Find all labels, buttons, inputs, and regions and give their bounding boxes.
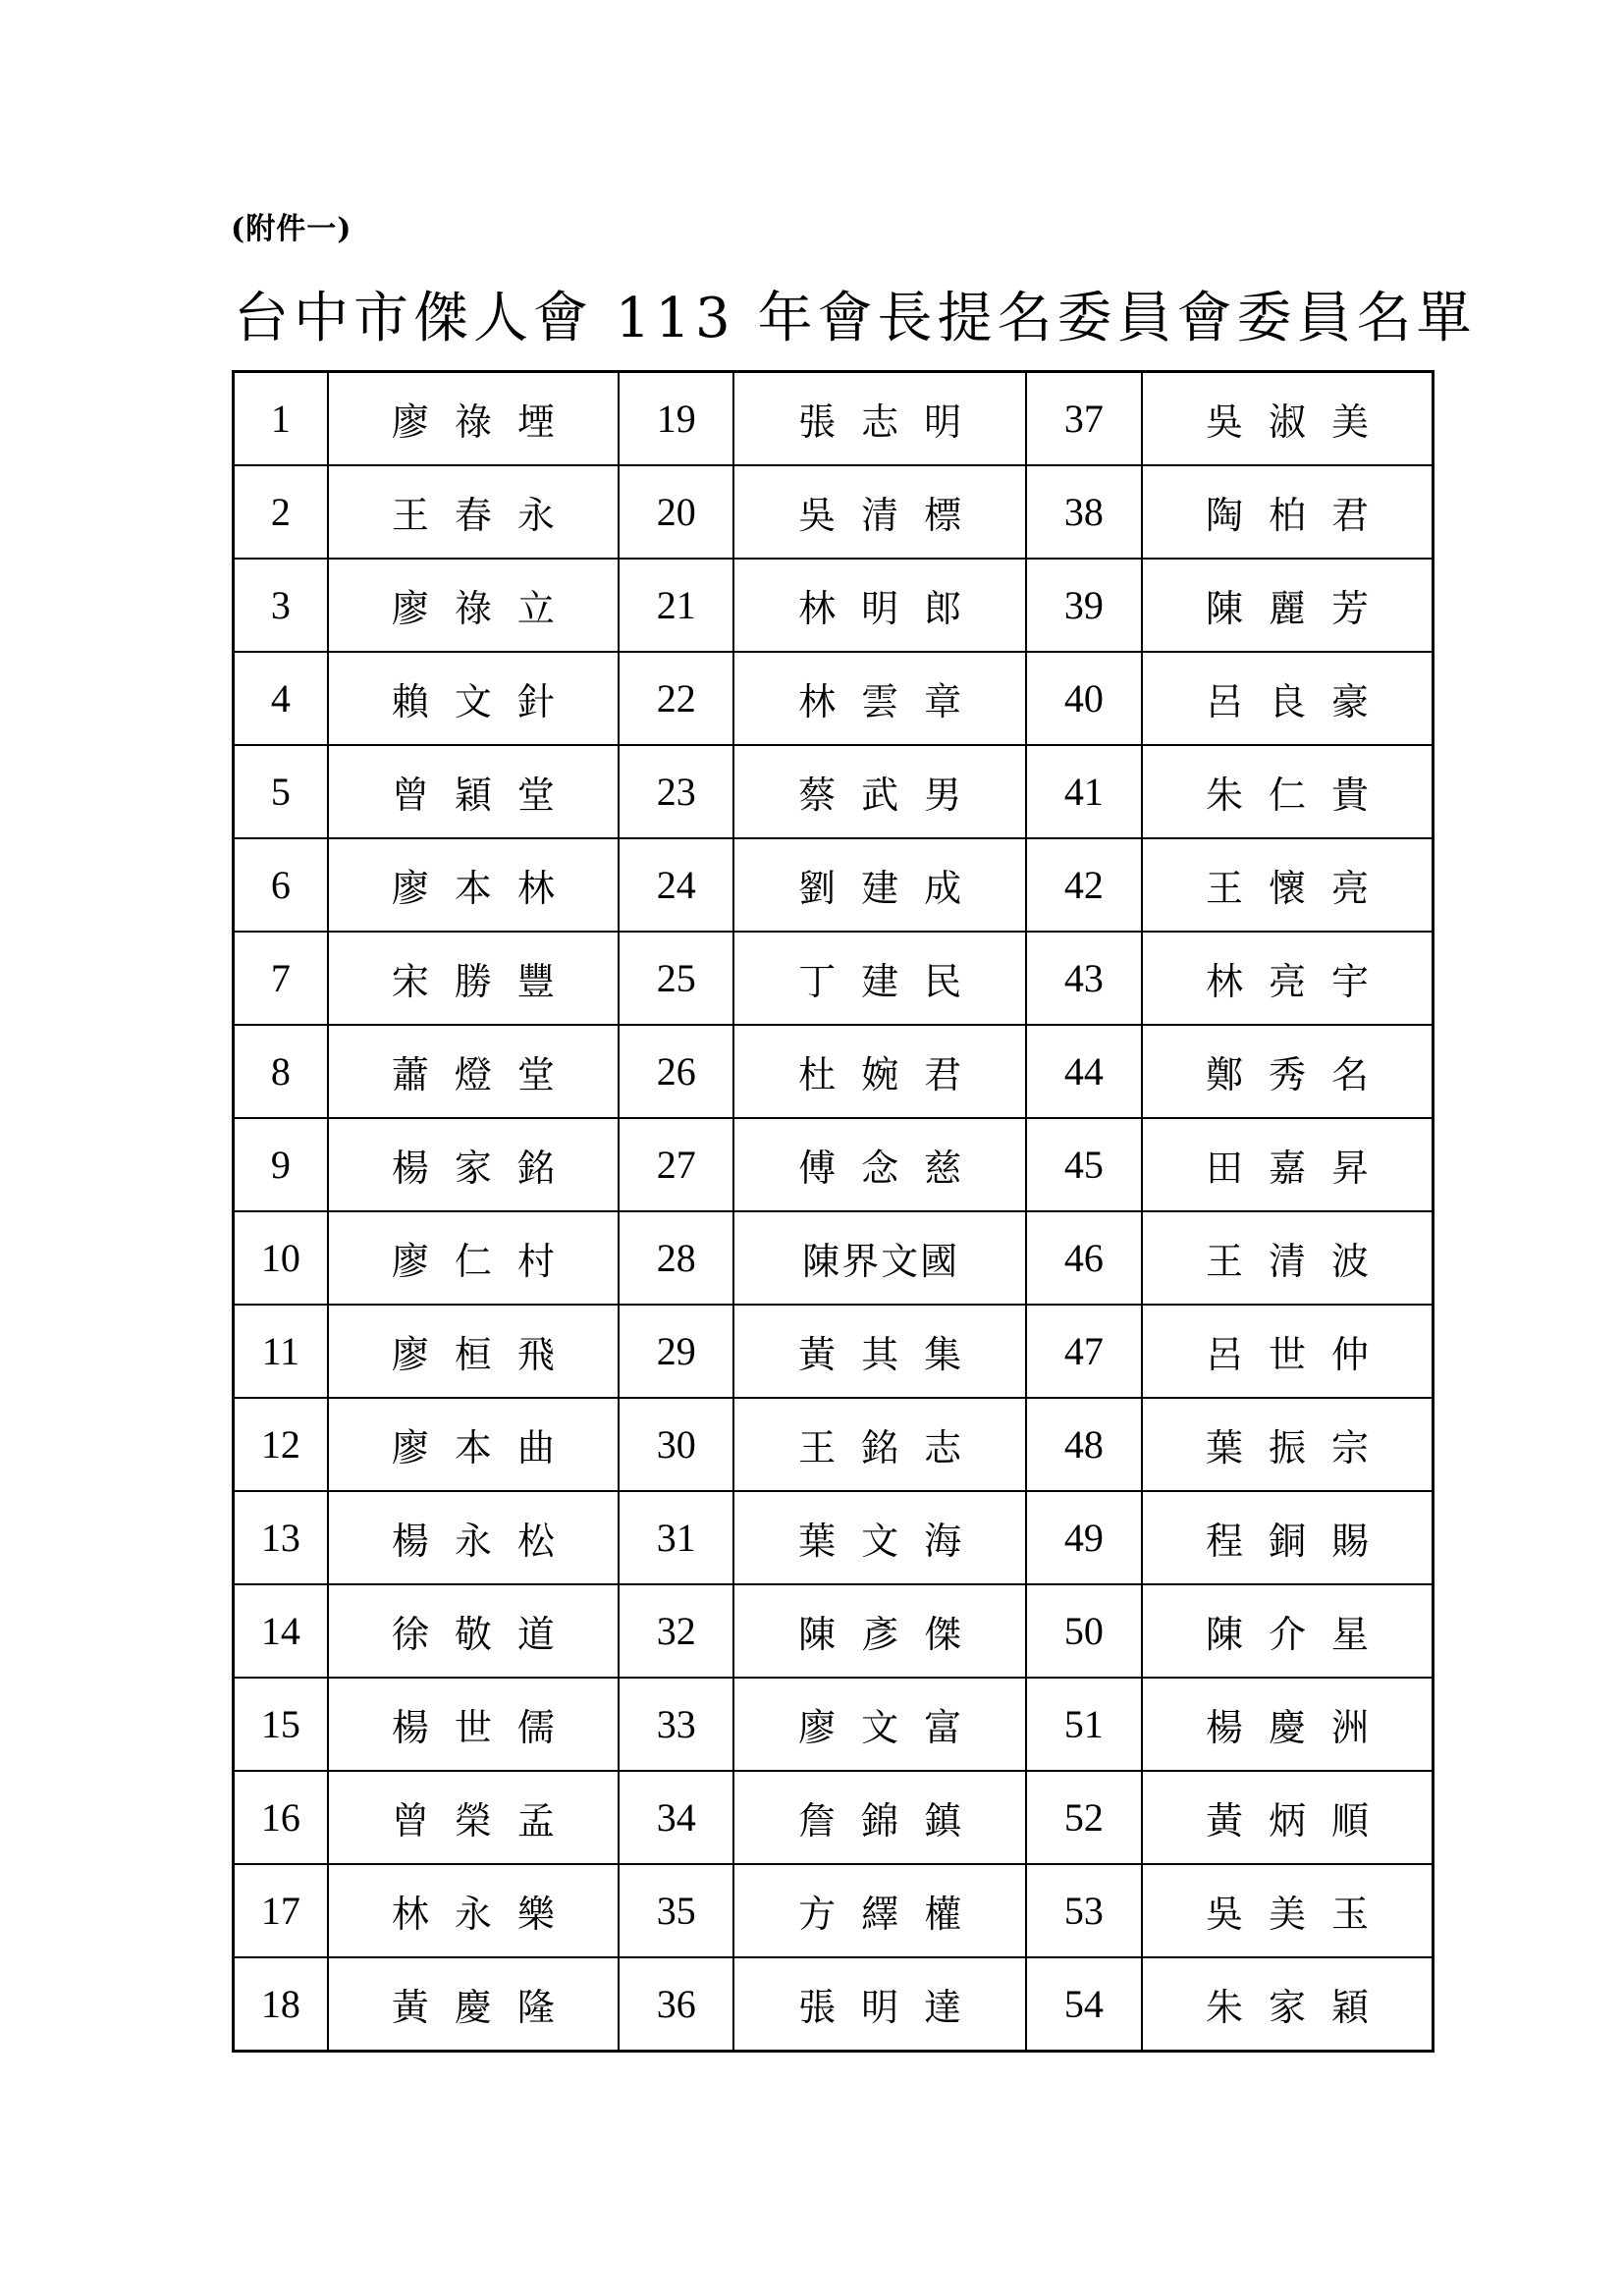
- table-row: [234, 465, 1434, 559]
- member-name: 廖祿堙: [328, 372, 619, 466]
- attachment-label: (附件一): [231, 212, 352, 246]
- member-number: 51: [1026, 1678, 1142, 1771]
- member-name: 陳彥傑: [733, 1584, 1025, 1678]
- member-number: 45: [1026, 1118, 1142, 1211]
- page-title: 台中市傑人會 113 年會長提名委員會委員名單: [234, 287, 1477, 350]
- table-row: [234, 1864, 1434, 1957]
- member-number: 38: [1026, 465, 1142, 559]
- member-name: 張志明: [733, 372, 1025, 466]
- member-name: 詹錦鎮: [733, 1771, 1025, 1864]
- member-number: 6: [234, 838, 328, 932]
- member-name: 吳淑美: [1142, 372, 1434, 466]
- member-name: 陳麗芳: [1142, 559, 1434, 652]
- member-name: 楊慶洲: [1142, 1678, 1434, 1771]
- member-number: 39: [1026, 559, 1142, 652]
- member-name: 陶柏君: [1142, 465, 1434, 559]
- member-name: 田嘉昇: [1142, 1118, 1434, 1211]
- table-row: [234, 1584, 1434, 1678]
- member-number: 35: [619, 1864, 733, 1957]
- table-row: [234, 1678, 1434, 1771]
- member-table-body: [234, 372, 1434, 2052]
- member-name: 張明達: [733, 1957, 1025, 2052]
- member-number: 11: [234, 1305, 328, 1398]
- member-number: 32: [619, 1584, 733, 1678]
- member-name: 王清波: [1142, 1211, 1434, 1305]
- member-number: 7: [234, 932, 328, 1025]
- member-number: 33: [619, 1678, 733, 1771]
- member-name: 朱家穎: [1142, 1957, 1434, 2052]
- member-number: 53: [1026, 1864, 1142, 1957]
- member-number: 47: [1026, 1305, 1142, 1398]
- member-number: 8: [234, 1025, 328, 1118]
- member-name: 黃慶隆: [328, 1957, 619, 2052]
- member-name: 呂世仲: [1142, 1305, 1434, 1398]
- member-name: 楊世儒: [328, 1678, 619, 1771]
- member-number: 27: [619, 1118, 733, 1211]
- member-number: 3: [234, 559, 328, 652]
- member-name: 劉建成: [733, 838, 1025, 932]
- member-name: 吳美玉: [1142, 1864, 1434, 1957]
- member-name: 葉文海: [733, 1491, 1025, 1584]
- member-name: 廖本曲: [328, 1398, 619, 1491]
- member-number: 15: [234, 1678, 328, 1771]
- member-number: 30: [619, 1398, 733, 1491]
- table-row: [234, 652, 1434, 745]
- table-row: [234, 1305, 1434, 1398]
- member-number: 34: [619, 1771, 733, 1864]
- member-number: 16: [234, 1771, 328, 1864]
- member-number: 5: [234, 745, 328, 838]
- member-name: 陳界文國: [733, 1211, 1025, 1305]
- member-number: 25: [619, 932, 733, 1025]
- member-number: 22: [619, 652, 733, 745]
- table-row: [234, 372, 1434, 466]
- member-name: 徐敬道: [328, 1584, 619, 1678]
- member-number: 21: [619, 559, 733, 652]
- member-name: 蕭燈堂: [328, 1025, 619, 1118]
- member-number: 23: [619, 745, 733, 838]
- member-number: 13: [234, 1491, 328, 1584]
- member-number: 42: [1026, 838, 1142, 932]
- member-name: 蔡武男: [733, 745, 1025, 838]
- member-number: 26: [619, 1025, 733, 1118]
- table-row: [234, 1398, 1434, 1491]
- member-number: 17: [234, 1864, 328, 1957]
- member-number: 41: [1026, 745, 1142, 838]
- table-row: [234, 1957, 1434, 2052]
- table-row: [234, 745, 1434, 838]
- table-row: [234, 932, 1434, 1025]
- member-name: 吳清標: [733, 465, 1025, 559]
- member-number: 52: [1026, 1771, 1142, 1864]
- member-number: 29: [619, 1305, 733, 1398]
- member-name: 曾穎堂: [328, 745, 619, 838]
- member-name: 廖文富: [733, 1678, 1025, 1771]
- member-name: 王春永: [328, 465, 619, 559]
- member-name: 林永樂: [328, 1864, 619, 1957]
- member-number: 4: [234, 652, 328, 745]
- member-number: 12: [234, 1398, 328, 1491]
- member-number: 9: [234, 1118, 328, 1211]
- member-name: 傅念慈: [733, 1118, 1025, 1211]
- member-name: 黃炳順: [1142, 1771, 1434, 1864]
- member-name: 廖仁村: [328, 1211, 619, 1305]
- member-name: 王銘志: [733, 1398, 1025, 1491]
- member-number: 36: [619, 1957, 733, 2052]
- member-number: 44: [1026, 1025, 1142, 1118]
- table-row: [234, 1771, 1434, 1864]
- member-name: 方繹權: [733, 1864, 1025, 1957]
- member-number: 20: [619, 465, 733, 559]
- table-row: [234, 838, 1434, 932]
- member-number: 18: [234, 1957, 328, 2052]
- table-row: [234, 1491, 1434, 1584]
- committee-member-table: [232, 370, 1435, 2053]
- member-name: 鄭秀名: [1142, 1025, 1434, 1118]
- member-number: 37: [1026, 372, 1142, 466]
- member-name: 黃其集: [733, 1305, 1025, 1398]
- member-name: 朱仁貴: [1142, 745, 1434, 838]
- member-number: 28: [619, 1211, 733, 1305]
- member-name: 杜婉君: [733, 1025, 1025, 1118]
- member-name: 程銅賜: [1142, 1491, 1434, 1584]
- member-number: 54: [1026, 1957, 1142, 2052]
- table-row: [234, 559, 1434, 652]
- member-number: 14: [234, 1584, 328, 1678]
- member-number: 49: [1026, 1491, 1142, 1584]
- member-number: 46: [1026, 1211, 1142, 1305]
- member-name: 宋勝豐: [328, 932, 619, 1025]
- member-name: 廖祿立: [328, 559, 619, 652]
- member-number: 40: [1026, 652, 1142, 745]
- member-name: 呂良豪: [1142, 652, 1434, 745]
- member-name: 賴文針: [328, 652, 619, 745]
- member-number: 1: [234, 372, 328, 466]
- member-number: 43: [1026, 932, 1142, 1025]
- member-name: 楊永松: [328, 1491, 619, 1584]
- member-number: 19: [619, 372, 733, 466]
- member-number: 10: [234, 1211, 328, 1305]
- member-number: 24: [619, 838, 733, 932]
- member-name: 葉振宗: [1142, 1398, 1434, 1491]
- member-number: 31: [619, 1491, 733, 1584]
- member-number: 2: [234, 465, 328, 559]
- member-name: 曾榮孟: [328, 1771, 619, 1864]
- member-name: 楊家銘: [328, 1118, 619, 1211]
- member-number: 50: [1026, 1584, 1142, 1678]
- table-row: [234, 1118, 1434, 1211]
- table-row: [234, 1025, 1434, 1118]
- member-name: 林亮宇: [1142, 932, 1434, 1025]
- member-name: 廖桓飛: [328, 1305, 619, 1398]
- member-name: 林雲章: [733, 652, 1025, 745]
- member-name: 丁建民: [733, 932, 1025, 1025]
- member-name: 廖本林: [328, 838, 619, 932]
- table-row: [234, 1211, 1434, 1305]
- member-number: 48: [1026, 1398, 1142, 1491]
- member-name: 林明郎: [733, 559, 1025, 652]
- member-name: 陳介星: [1142, 1584, 1434, 1678]
- member-name: 王懷亮: [1142, 838, 1434, 932]
